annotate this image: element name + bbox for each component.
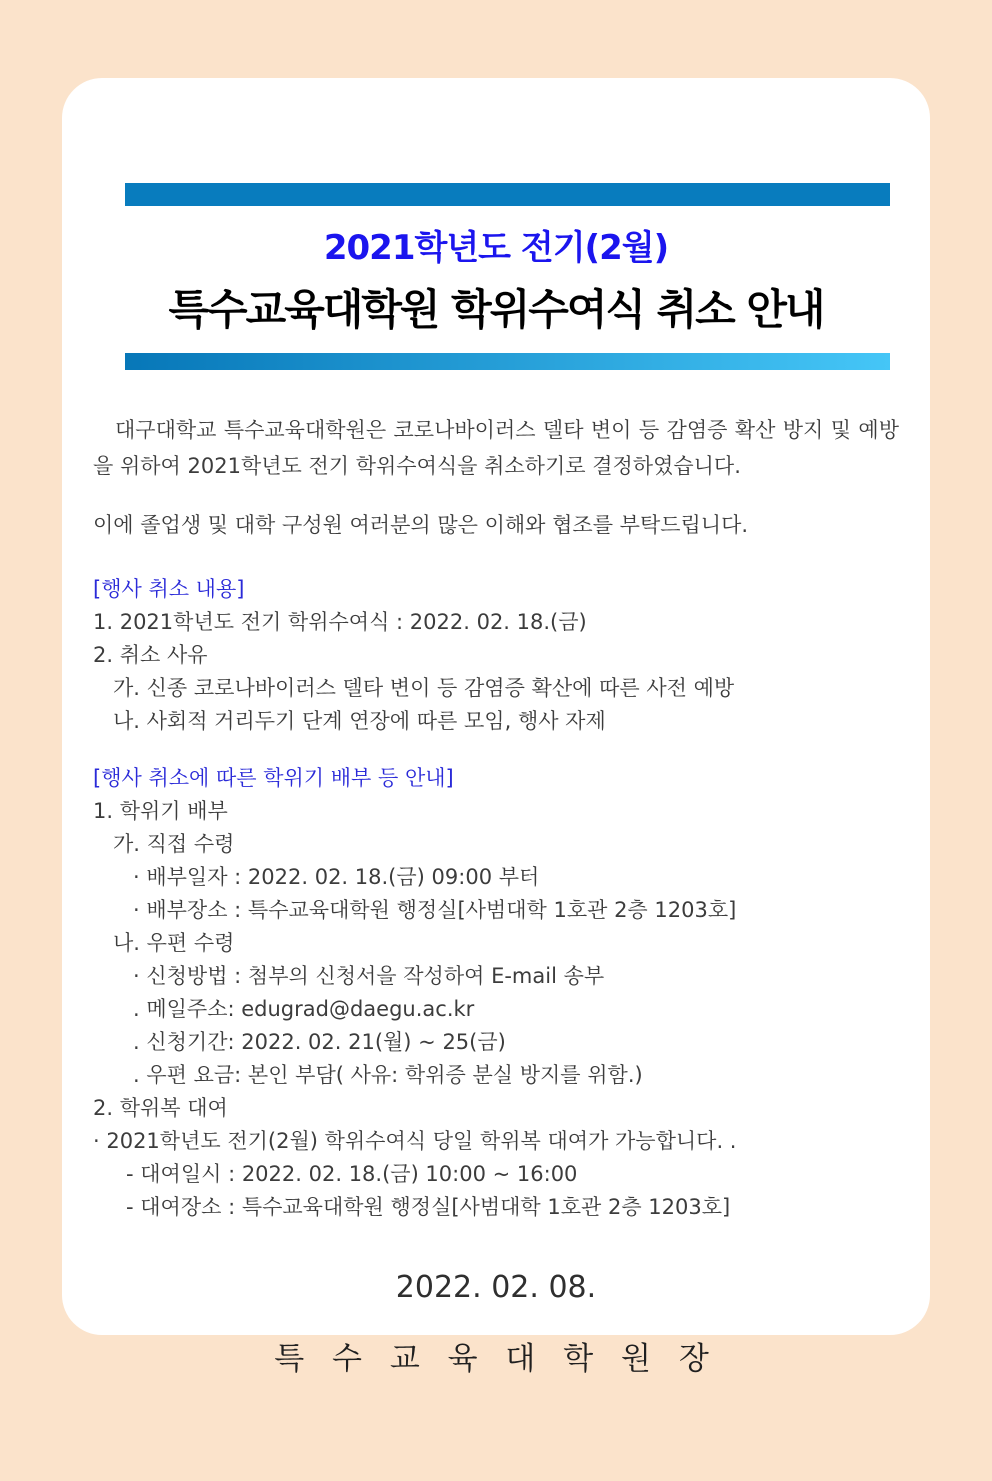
section1-header: [행사 취소 내용] [93,577,245,601]
notice-card [62,78,930,1377]
list-item: . 우편 요금: 본인 부담( 사유: 학위증 분실 방지를 위함.) [133,1063,643,1087]
list-item: 나. 우편 수령 [113,931,235,955]
notice-title: 특수교육대학원 학위수여식 취소 안내 [168,285,824,334]
notice-date: 2022. 02. 08. [395,1270,597,1305]
list-item: - 대여장소 : 특수교육대학원 행정실[사범대학 1호관 2층 1203호] [126,1195,731,1219]
signature-title: 특 수 교 육 대 학 원 장 [274,1341,718,1377]
intro-paragraph-2: 이에 졸업생 및 대학 구성원 여러분의 많은 이해와 협조를 부탁드립니다. [93,513,749,537]
list-item: 나. 사회적 거리두기 단계 연장에 따른 모임, 행사 자제 [113,709,606,733]
list-item: 2. 취소 사유 [93,643,208,667]
list-item: · 배부장소 : 특수교육대학원 행정실[사범대학 1호관 2층 1203호] [133,898,737,922]
list-item: · 2021학년도 전기(2월) 학위수여식 당일 학위복 대여가 가능합니다. . [93,1129,737,1153]
list-item: · 배부일자 : 2022. 02. 18.(금) 09:00 부터 [133,865,540,889]
title-top-bar [125,183,890,206]
intro-paragraph-1: 대구대학교 특수교육대학원은 코로나바이러스 델타 변이 등 감염증 확산 방지 및 예방을 위하여 2021학년도 전기 학위수여식을 취소하기로 결정하였습니다. [93,418,899,478]
list-item: . 메일주소: edugrad@daegu.ac.kr [133,997,475,1021]
list-item: . 신청기간: 2022. 02. 21(월) ~ 25(금) [133,1030,506,1054]
section2-header: [행사 취소에 따른 학위기 배부 등 안내] [93,766,454,790]
list-item: 2. 학위복 대여 [93,1096,228,1120]
notice-body [93,412,899,1378]
list-item: - 대여일시 : 2022. 02. 18.(금) 10:00 ~ 16:00 [126,1162,578,1186]
list-item: 가. 직접 수령 [113,832,235,856]
title-bottom-bar [125,353,890,370]
list-item: 1. 학위기 배부 [93,799,228,823]
list-item: 1. 2021학년도 전기 학위수여식 : 2022. 02. 18.(금) [93,610,587,634]
list-item: · 신청방법 : 첨부의 신청서을 작성하여 E-mail 송부 [133,964,605,988]
notice-subtitle: 2021학년도 전기(2월) [323,228,669,268]
list-item: 가. 신종 코로나바이러스 델타 변이 등 감염증 확산에 따른 사전 예방 [113,676,735,700]
